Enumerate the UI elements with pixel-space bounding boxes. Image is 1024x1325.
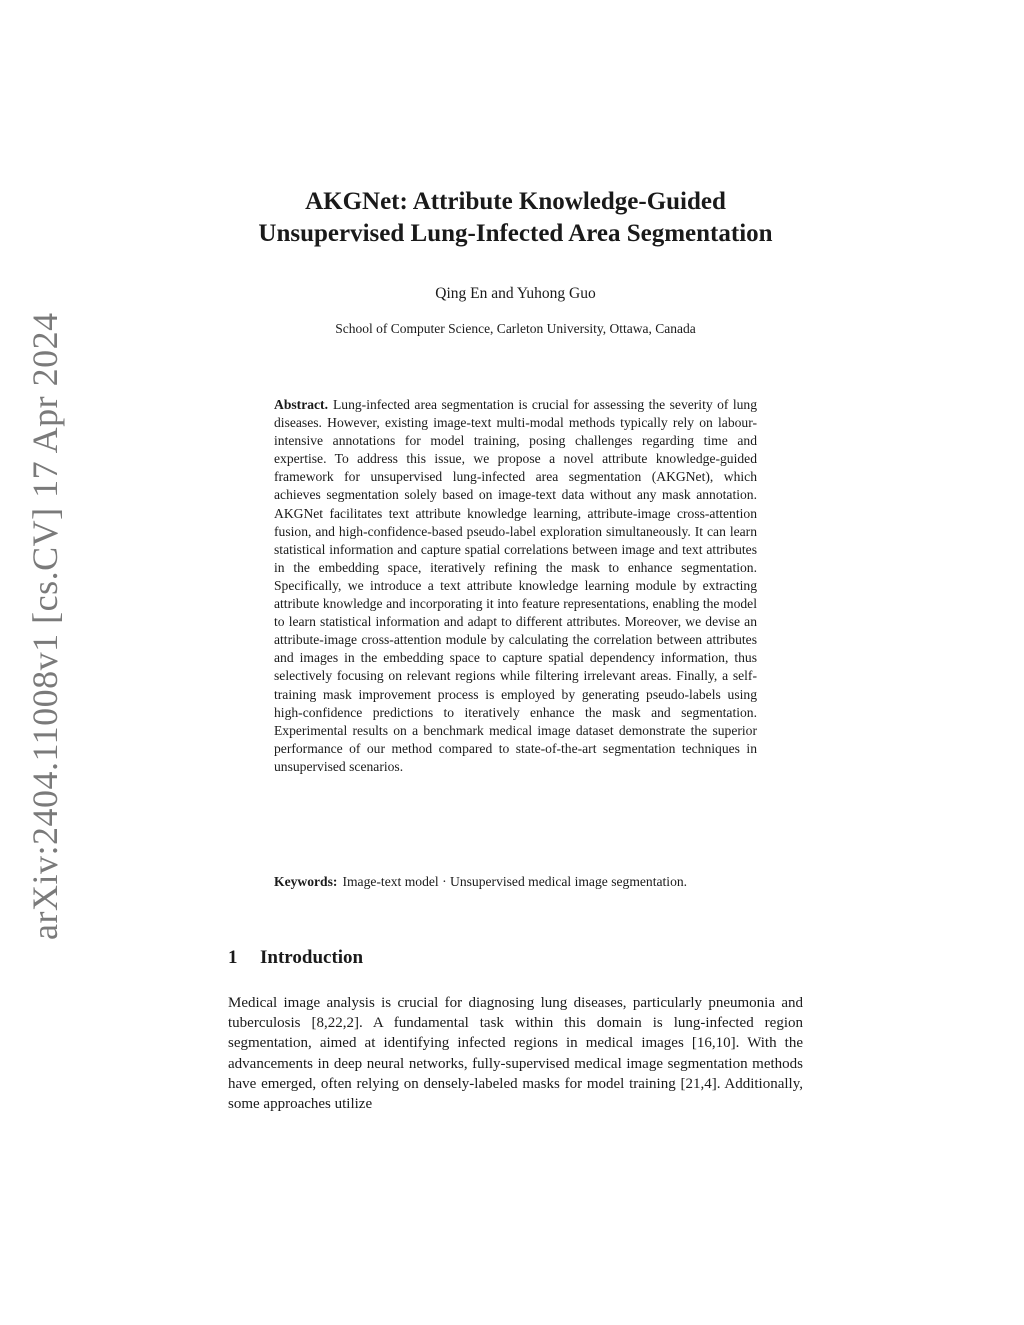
paper-affiliation: School of Computer Science, Carleton University, Ottawa, Canada: [335, 321, 696, 336]
section-title: Introduction: [260, 947, 364, 968]
paper-title: [228, 186, 803, 250]
paper-title-line-1: AKGNet: Attribute Knowledge-Guided: [305, 188, 726, 215]
section-number: 1: [228, 947, 238, 968]
abstract-paragraph: [274, 396, 757, 776]
paper-authors: Qing En and Yuhong Guo: [435, 285, 596, 302]
keywords-label: Keywords:: [274, 874, 338, 889]
paper-title-line-2: Unsupervised Lung-Infected Area Segmentation: [258, 220, 773, 247]
abstract-block: [274, 396, 757, 776]
introduction-paragraph: Medical image analysis is crucial for diagnosing lung diseases, particularly pneumonia and tuberculosis [8,22,2]. A fundamental task within this domain is lung-infected region segmentation, aimed at identifying infected regions in medical images [16,10]. With the advancements in deep neural networks, fully-supervised medical image segmentation methods have emerged, often relying on densely-labeled masks for model training [21,4]. Additionally, some approaches utilize: [228, 995, 803, 1113]
keywords-block: [274, 873, 757, 891]
arxiv-identifier-stamp: arXiv:2404.11008v1 [cs.CV] 17 Apr 2024: [25, 312, 65, 940]
introduction-body: [228, 993, 803, 1114]
abstract-text: Lung-infected area segmentation is crucial for assessing the severity of lung diseases. However, existing image-text multi-modal methods typically rely on labour-intensive annotations for model training, posing challenges regarding time and expertise. To address this issue, we propose a novel attribute knowledge-guided framework for unsupervised lung-infected area segmentation (AKGNet), which achieves segmentation solely based on image-text data without any mask annotation. AKGNet facilitates text attribute knowledge learning, attribute-image cross-attention fusion, and high-confidence-based pseudo-label exploration simultaneously. It can learn statistical information and capture spatial correlations between image and text attributes in the embedding space, iteratively refining the mask to enhance segmentation. Specifically, we introduce a text attribute knowledge learning module by extracting attribute knowledge and incorporating it into feature representations, enabling the model to learn statistical information and adapt to different attributes. Moreover, we devise an attribute-image cross-attention module by calculating the correlation between attributes and images in the embedding space to capture spatial dependency information, thus selectively focusing on relevant regions while filtering irrelevant areas. Finally, a self-training mask improvement process is employed by generating pseudo-labels using high-confidence predictions to iteratively enhance the mask and segmentation. Experimental results on a benchmark medical image dataset demonstrate the superior performance of our method compared to state-of-the-art segmentation techniques in unsupervised scenarios.: [274, 397, 757, 774]
abstract-label: Abstract.: [274, 397, 328, 412]
section-heading-introduction: [228, 946, 363, 970]
keywords-text: Image-text model · Unsupervised medical image segmentation.: [342, 874, 688, 889]
